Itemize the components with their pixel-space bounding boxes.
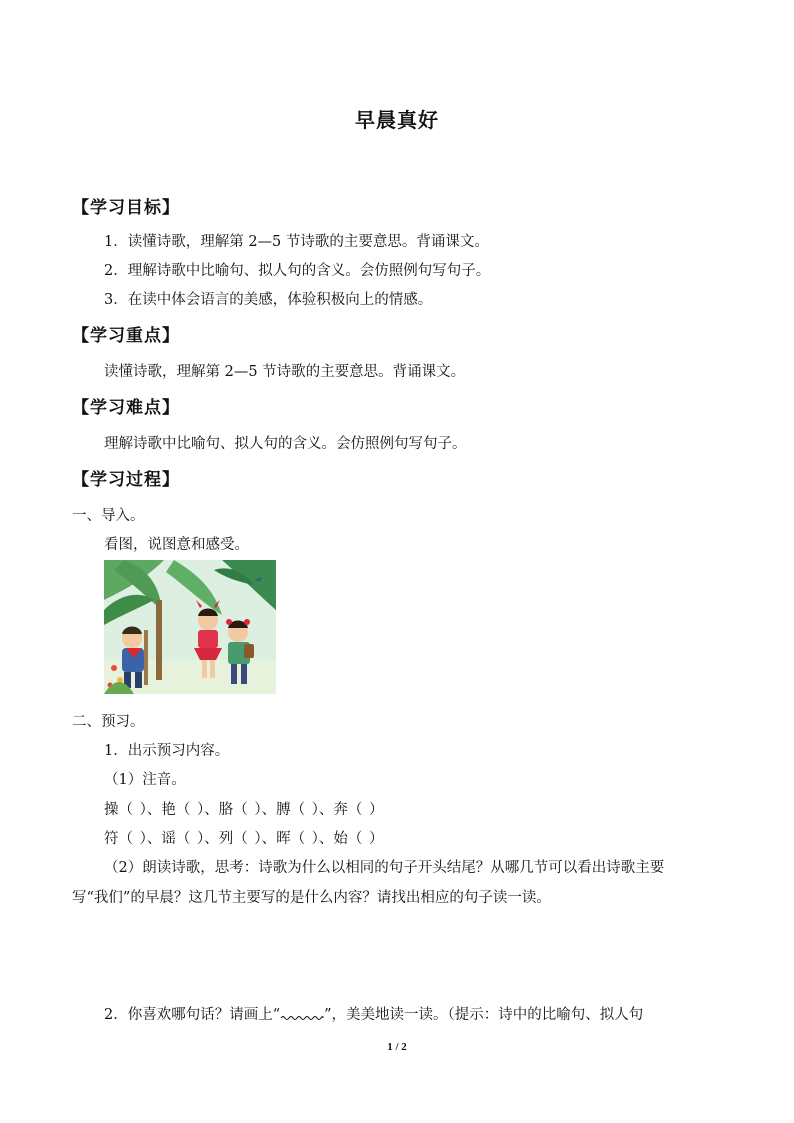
phonetic-row-1: 操（ ）、艳（ ）、胳（ ）、膊（ ）、奔（ ） [104,802,384,818]
illustration-children-walking [104,560,276,694]
wavy-underline-mark [280,1008,324,1018]
key-heading: 【学习重点】 [72,326,180,346]
page-title: 早晨真好 [355,108,439,132]
part2-sub2-line2: 写“我们”的早晨？这几节主要写的是什么内容？请找出相应的句子读一读。 [72,890,551,906]
process-heading: 【学习过程】 [72,470,180,490]
page-number: 1 / 2 [387,1041,407,1053]
part2-item2-after: ”，美美地读一读。（提示：诗中的比喻句、拟人句 [324,1007,644,1023]
part2-item1: 1．出示预习内容。 [104,743,230,759]
part1-title: 一、导入。 [72,508,145,524]
phonetic-row-2: 符（ ）、谣（ ）、列（ ）、晖（ ）、始（ ） [104,831,384,847]
part2-item2-before: 2．你喜欢哪句话？请画上“ [104,1007,281,1023]
part2-title: 二、预习。 [72,714,145,730]
key-text: 读懂诗歌，理解第 2—5 节诗歌的主要意思。背诵课文。 [104,364,466,380]
goal-item: 1．读懂诗歌，理解第 2—5 节诗歌的主要意思。背诵课文。 [104,234,489,250]
part1-text: 看图，说图意和感受。 [104,537,249,553]
part2-item2 [104,1005,643,1025]
difficulty-heading: 【学习难点】 [72,398,180,418]
part2-sub1: （1）注音。 [104,772,186,788]
goal-item: 2．理解诗歌中比喻句、拟人句的含义。会仿照例句写句子。 [104,263,491,279]
part2-sub2-line1: （2）朗读诗歌，思考：诗歌为什么以相同的句子开头结尾？从哪几节可以看出诗歌主要 [104,860,665,876]
difficulty-text: 理解诗歌中比喻句、拟人句的含义。会仿照例句写句子。 [104,436,467,452]
goal-item: 3．在读中体会语言的美感，体验积极向上的情感。 [104,292,433,308]
goals-heading: 【学习目标】 [72,198,180,218]
